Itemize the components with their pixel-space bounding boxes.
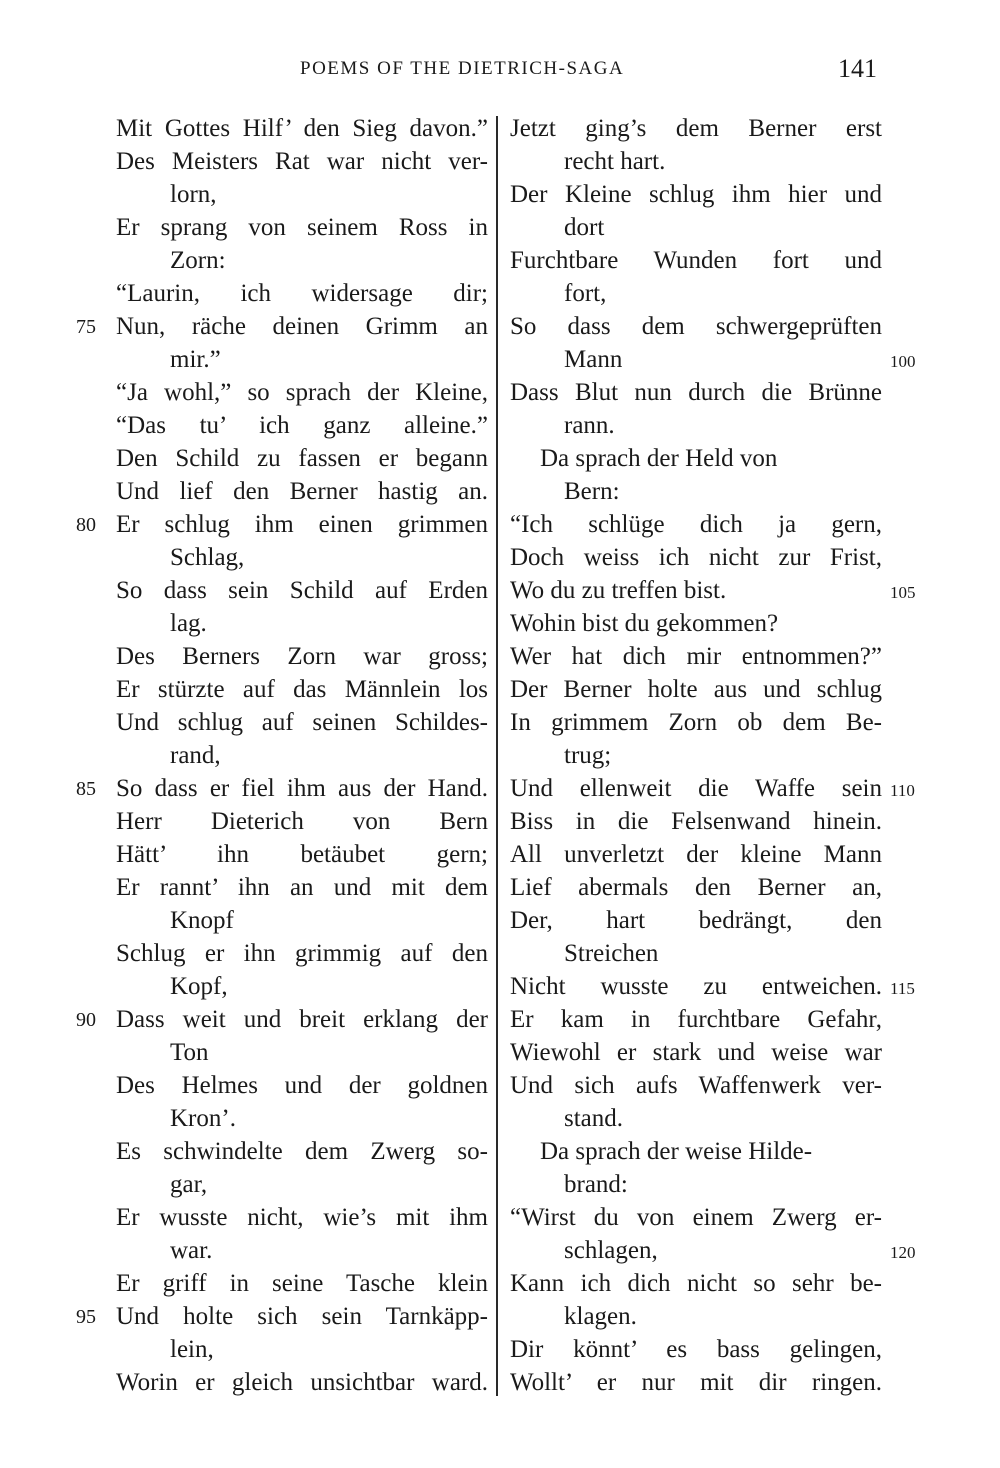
verse-line-text: Kron’.	[170, 1105, 236, 1132]
verse-line-text: Der Berner holte aus und schlug	[510, 676, 882, 703]
verse-line-text: In grimmem Zorn ob dem Be-	[510, 709, 882, 736]
running-title: POEMS OF THE DIETRICH-SAGA	[300, 58, 625, 79]
verse-line	[116, 871, 488, 904]
verse-line	[510, 145, 882, 178]
verse-line-text: Und sich aufs Waffenwerk ver-	[510, 1072, 882, 1099]
verse-line-text: klagen.	[564, 1303, 637, 1330]
verse-line-text: mir.”	[170, 346, 221, 373]
verse-line	[510, 871, 882, 904]
line-number: 75	[76, 316, 96, 338]
verse-line	[76, 772, 488, 805]
verse-line	[116, 277, 488, 310]
verse-line	[510, 904, 882, 937]
verse-line-text: lag.	[170, 610, 207, 637]
verse-line	[510, 508, 882, 541]
verse-line-text: So dass sein Schild auf Erden	[116, 577, 488, 604]
verse-line-text: Und ellenweit die Waffe sein	[510, 775, 882, 802]
verse-line-text: Der Kleine schlug ihm hier und	[510, 181, 882, 208]
verse-line-text: Da sprach der weise Hilde-	[540, 1138, 813, 1165]
verse-line-text: Dass Blut nun durch die Brünne	[510, 379, 882, 406]
verse-line	[116, 211, 488, 244]
verse-line	[510, 310, 882, 343]
verse-line	[510, 178, 882, 211]
verse-line-text: Der, hart bedrängt, den	[510, 907, 882, 934]
verse-line-text: Hätt’ ihn betäubet gern;	[116, 841, 488, 868]
verse-line-text: Des Berners Zorn war gross;	[116, 643, 488, 670]
verse-line-text: dort	[564, 214, 605, 241]
verse-line	[510, 211, 882, 244]
verse-line	[116, 1267, 488, 1300]
verse-line	[510, 376, 882, 409]
verse-line	[510, 706, 882, 739]
verse-line	[510, 640, 882, 673]
verse-line	[116, 1036, 488, 1069]
running-head	[0, 54, 1000, 88]
verse-line-text: Da sprach der Held von	[540, 445, 778, 472]
verse-line-text: Biss in die Felsenwand hinein.	[510, 808, 882, 835]
line-number: 90	[76, 1009, 96, 1031]
verse-line-text: Wo du zu treffen bist.	[510, 577, 727, 604]
verse-line-text: Es schwindelte dem Zwerg so-	[116, 1138, 488, 1165]
verse-line-text: Zorn:	[170, 247, 226, 274]
verse-line-text: schlagen,	[564, 1237, 658, 1264]
verse-line	[510, 244, 882, 277]
verse-line-text: Doch weiss ich nicht zur Frist,	[510, 544, 882, 571]
verse-line	[116, 1333, 488, 1366]
verse-line	[116, 409, 488, 442]
verse-line	[116, 244, 488, 277]
verse-line-text: Jetzt ging’s dem Berner erst	[510, 115, 882, 142]
verse-line	[510, 673, 882, 706]
verse-line	[510, 739, 882, 772]
verse-line-text: rand,	[170, 742, 221, 769]
verse-line	[116, 541, 488, 574]
verse-line-text: Worin er gleich unsichtbar ward.	[116, 1369, 488, 1396]
verse-line-text: war.	[170, 1237, 213, 1264]
line-number: 105	[890, 583, 916, 602]
verse-line	[510, 112, 882, 145]
verse-line-text: “Das tu’ ich ganz alleine.”	[116, 412, 488, 439]
verse-line	[510, 1267, 882, 1300]
verse-line-text: Dir könnt’ es bass gelingen,	[510, 1336, 882, 1363]
verse-line-text: Wer hat dich mir entnommen?”	[510, 643, 882, 670]
verse-line	[116, 343, 488, 376]
verse-line-text: Wiewohl er stark und weise war	[510, 1039, 882, 1066]
verse-line-text: “Ich schlüge dich ja gern,	[510, 511, 882, 538]
verse-line	[510, 838, 882, 871]
verse-line	[116, 1168, 488, 1201]
verse-line-text: lein,	[170, 1336, 214, 1363]
verse-line-text: Herr Dieterich von Bern	[116, 808, 488, 835]
verse-line	[510, 277, 882, 310]
verse-line	[116, 112, 488, 145]
verse-line	[510, 607, 882, 640]
verse-line	[116, 145, 488, 178]
verse-line-text: Dass weit und breit erklang der	[116, 1006, 488, 1033]
verse-line-text: stand.	[564, 1105, 624, 1132]
verse-line	[116, 640, 488, 673]
verse-line-text: Mit Gottes Hilf’ den Sieg davon.”	[116, 115, 488, 142]
verse-line	[116, 1069, 488, 1102]
verse-line	[116, 904, 488, 937]
verse-line	[116, 970, 488, 1003]
verse-line	[510, 805, 882, 838]
verse-line-text: Wohin bist du gekommen?	[510, 610, 779, 637]
verse-line	[510, 1036, 882, 1069]
verse-line	[116, 1366, 488, 1399]
verse-line-text: Des Meisters Rat war nicht ver-	[116, 148, 488, 175]
verse-line-text: Und holte sich sein Tarnkäpp-	[116, 1303, 488, 1330]
verse-line-text: Bern:	[564, 478, 620, 505]
verse-line-text: Er stürzte auf das Männlein los	[116, 676, 488, 703]
verse-line	[510, 442, 882, 475]
verse-line	[116, 607, 488, 640]
verse-line	[510, 1201, 882, 1234]
verse-line	[116, 376, 488, 409]
verse-line	[510, 1366, 882, 1399]
verse-line-text: All unverletzt der kleine Mann	[510, 841, 882, 868]
verse-line-text: Des Helmes und der goldnen	[116, 1072, 488, 1099]
verse-line	[510, 1168, 882, 1201]
verse-line-text: “Wirst du von einem Zwerg er-	[510, 1204, 882, 1231]
verse-line	[116, 178, 488, 211]
verse-line	[116, 1102, 488, 1135]
verse-line-text: recht hart.	[564, 148, 666, 175]
verse-line	[76, 508, 488, 541]
verse-line	[116, 937, 488, 970]
verse-line	[76, 1003, 488, 1036]
verse-line-text: Streichen	[564, 940, 659, 967]
verse-line	[76, 1300, 488, 1333]
verse-line	[510, 1069, 882, 1102]
verse-line-text: “Ja wohl,” so sprach der Kleine,	[116, 379, 488, 406]
verse-line-text: Ton	[170, 1039, 209, 1066]
left-verse-column	[76, 112, 488, 1399]
verse-line	[510, 772, 915, 805]
verse-line-text: Kopf,	[170, 973, 228, 1000]
verse-line	[116, 805, 488, 838]
verse-line-text: So dass dem schwergeprüften	[510, 313, 882, 340]
line-number: 120	[890, 1243, 916, 1262]
verse-line	[116, 706, 488, 739]
column-divider	[496, 116, 498, 1396]
verse-line	[116, 739, 488, 772]
verse-line-text: Er kam in furchtbare Gefahr,	[510, 1006, 882, 1033]
verse-line-text: lorn,	[170, 181, 217, 208]
verse-line-text: Kann ich dich nicht so sehr be-	[510, 1270, 882, 1297]
verse-line	[116, 1135, 488, 1168]
verse-line	[510, 970, 915, 1003]
verse-line	[116, 673, 488, 706]
verse-line	[510, 1300, 882, 1333]
verse-line-text: fort,	[564, 280, 607, 307]
verse-line-text: trug;	[564, 742, 612, 769]
line-number: 85	[76, 778, 96, 800]
page-number: 141	[838, 54, 877, 83]
verse-line	[510, 1234, 916, 1267]
verse-line-text: “Laurin, ich widersage dir;	[116, 280, 488, 307]
verse-line	[510, 541, 882, 574]
verse-line	[510, 1102, 882, 1135]
verse-line-text: Lief abermals den Berner an,	[510, 874, 882, 901]
line-number: 100	[890, 352, 916, 371]
verse-line	[510, 574, 916, 607]
verse-line-text: Furchtbare Wunden fort und	[510, 247, 882, 274]
line-number: 115	[890, 979, 915, 998]
verse-line-text: Er sprang von seinem Ross in	[116, 214, 488, 241]
verse-line	[116, 1234, 488, 1267]
verse-line-text: Wollt’ er nur mit dir ringen.	[510, 1369, 882, 1396]
verse-line-text: Mann	[564, 346, 623, 373]
verse-line-text: Und schlug auf seinen Schildes-	[116, 709, 488, 736]
verse-line-text: Er wusste nicht, wie’s mit ihm	[116, 1204, 488, 1231]
verse-line	[510, 1135, 882, 1168]
line-number: 110	[890, 781, 915, 800]
line-number: 95	[76, 1306, 96, 1328]
right-verse-column	[510, 112, 916, 1399]
verse-line-text: gar,	[170, 1171, 208, 1198]
verse-line-text: Er schlug ihm einen grimmen	[116, 511, 488, 538]
verse-line	[510, 937, 882, 970]
verse-line-text: Den Schild zu fassen er begann	[116, 445, 488, 472]
verse-line-text: Knopf	[170, 907, 234, 934]
verse-line	[116, 1201, 488, 1234]
verse-line-text: Nun, räche deinen Grimm an	[116, 313, 488, 340]
verse-line-text: brand:	[564, 1171, 628, 1198]
verse-line	[116, 574, 488, 607]
line-number: 80	[76, 514, 96, 536]
verse-line	[510, 475, 882, 508]
verse-line	[510, 343, 916, 376]
verse-line	[510, 409, 882, 442]
verse-line-text: Schlug er ihn grimmig auf den	[116, 940, 488, 967]
verse-line	[116, 442, 488, 475]
verse-line-text: So dass er fiel ihm aus der Hand.	[116, 775, 488, 802]
verse-line	[510, 1333, 882, 1366]
verse-line	[510, 1003, 882, 1036]
verse-line	[116, 475, 488, 508]
verse-line	[76, 310, 488, 343]
verse-line-text: Schlag,	[170, 544, 245, 571]
verse-line-text: Er rannt’ ihn an und mit dem	[116, 874, 488, 901]
verse-line-text: Nicht wusste zu entweichen.	[510, 973, 882, 1000]
verse-line	[116, 838, 488, 871]
verse-line-text: rann.	[564, 412, 615, 439]
verse-line-text: Er griff in seine Tasche klein	[116, 1270, 488, 1297]
verse-line-text: Und lief den Berner hastig an.	[116, 478, 488, 505]
